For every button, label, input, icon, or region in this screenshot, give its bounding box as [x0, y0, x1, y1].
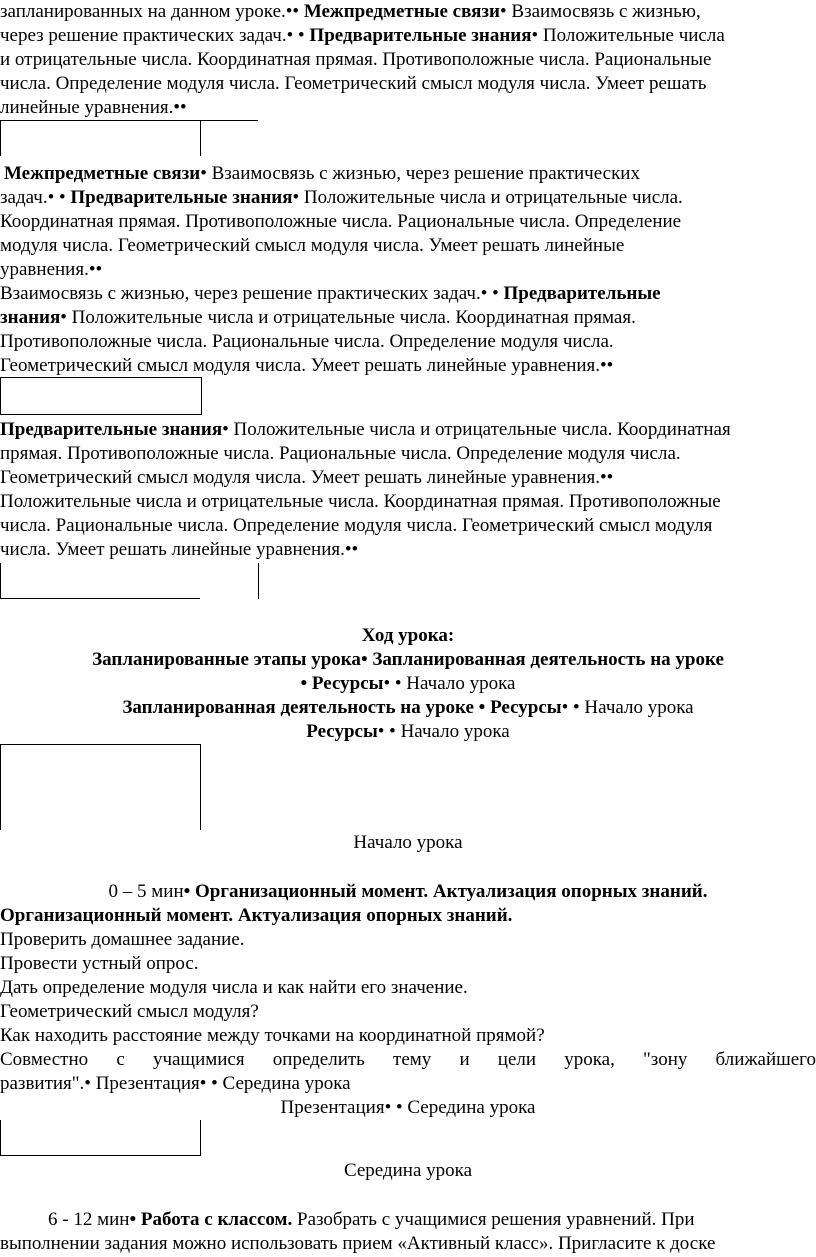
bold-heading: Межпредметные связи [4, 163, 201, 184]
bold-heading: Запланированная деятельность на уроке • Ресурсы [122, 697, 562, 718]
text-span: • • Начало урока [377, 721, 510, 742]
bold-heading: знания [0, 307, 61, 328]
text-line: Презентация• • Середина урока [280, 1097, 536, 1118]
text-line: Геометрический смысл модуля числа. Умеет решать линейные уравнения.•• [0, 355, 614, 376]
frame-line [200, 744, 201, 830]
text-line: Совместно с учащимися определить тему и цели урока, "зону ближайшего [0, 1049, 816, 1070]
text-line [0, 696, 816, 720]
frame-line [0, 1155, 200, 1156]
bold-heading: Организационный момент. Актуализация опорных знаний. [0, 905, 513, 926]
text-line [0, 186, 683, 210]
text-line: линейные уравнения.•• [0, 97, 187, 118]
bold-heading: Запланированные этапы урока [92, 649, 361, 670]
text-span: Разобрать с учащимися решения уравнений. При [292, 1209, 695, 1230]
frame-line [258, 563, 259, 599]
stage-label: Середина урока [343, 1160, 473, 1181]
frame-line [0, 120, 258, 121]
bold-heading: Ход урока: [361, 625, 455, 646]
text-line: числа. Умеет решать линейные уравнения.•• [0, 539, 359, 560]
frame-line [0, 598, 200, 599]
bold-heading: Предварительные знания [309, 25, 532, 46]
bold-heading: Предварительные знания [0, 419, 223, 440]
list-item: Геометрический смысл модуля? [0, 1001, 259, 1022]
bold-heading: • Ресурсы [300, 673, 384, 694]
frame-box [0, 377, 202, 415]
text-span: запланированных на данном уроке.•• [0, 1, 304, 22]
text-span: 6 - 12 мин [48, 1209, 130, 1230]
list-item: Провести устный опрос. [0, 953, 199, 974]
frame-line [0, 120, 1, 156]
list-item: Проверить домашнее задание. [0, 929, 245, 950]
text-line [0, 0, 701, 24]
bold-heading: • Работа с классом. [129, 1209, 293, 1230]
text-line [0, 24, 725, 48]
frame-line [0, 744, 200, 745]
text-line [0, 904, 512, 928]
text-line: Противоположные числа. Рациональные числа. Определение модуля числа. [0, 331, 614, 352]
text-line [0, 672, 816, 696]
text-line: и отрицательные числа. Координатная прямая. Противоположные числа. Рациональные [0, 49, 712, 70]
text-line [0, 720, 816, 744]
text-line: развития".• Презентация• • Середина урока [0, 1073, 351, 1094]
list-item: Дать определение модуля числа и как найти его значение. [0, 977, 468, 998]
text-line: модуля числа. Геометрический смысл модуля числа. Умеет решать линейные [0, 235, 625, 256]
bold-heading: Предварительные знания [70, 187, 293, 208]
text-span: • Положительные числа [531, 25, 725, 46]
text-span: • Положительные числа и отрицательные числа. [292, 187, 683, 208]
text-line: уравнения.•• [0, 259, 103, 280]
text-line: Геометрический смысл модуля числа. Умеет решать линейные уравнения.•• [0, 467, 614, 488]
text-span: • Взаимосвязь с жизнью, [500, 1, 701, 22]
text-line [48, 1208, 695, 1232]
text-line [0, 418, 731, 442]
text-span: • • Начало урока [383, 673, 516, 694]
frame-line [200, 1120, 201, 1156]
text-line: числа. Определение модуля числа. Геометрический смысл модуля числа. Умеет решать [0, 73, 707, 94]
text-line [0, 282, 661, 306]
bold-heading: Ресурсы [306, 721, 378, 742]
text-span: • Взаимосвязь с жизнью, через решение практических [200, 163, 640, 184]
section-title [0, 624, 816, 648]
text-line: Положительные числа и отрицательные числа. Координатная прямая. Противоположные [0, 491, 721, 512]
text-line: числа. Рациональные числа. Определение модуля числа. Геометрический смысл модуля [0, 515, 713, 536]
text-span: • Положительные числа и отрицательные числа. Координатная [222, 419, 731, 440]
text-span: 0 – 5 мин [108, 881, 184, 902]
text-span: Взаимосвязь с жизнью, через решение практических задач.• • [0, 283, 504, 304]
frame-line [0, 1120, 1, 1156]
text-line: Координатная прямая. Противоположные числа. Рациональные числа. Определение [0, 211, 682, 232]
text-span: • • Начало урока [561, 697, 694, 718]
bold-heading: Межпредметные связи [303, 1, 500, 22]
frame-line [200, 120, 201, 156]
text-line [0, 648, 816, 672]
text-span: • Положительные числа и отрицательные числа. Координатная прямая. [60, 307, 636, 328]
text-span: через решение практических задач.• • [0, 25, 310, 46]
text-line [0, 880, 816, 904]
text-span: задач.• • [0, 187, 71, 208]
text-line: прямая. Противоположные числа. Рациональные числа. Определение модуля числа. [0, 443, 681, 464]
bold-heading: Предварительные [503, 283, 661, 304]
frame-line [0, 563, 1, 599]
text-line: выполнении задания можно использовать прием «Активный класс». Пригласите к доске [0, 1233, 716, 1254]
list-item: Как находить расстояние между точками на координатной прямой? [0, 1025, 545, 1046]
bold-heading: • Организационный момент. Актуализация опорных знаний. [183, 881, 708, 902]
bold-heading: • Запланированная деятельность на уроке [360, 649, 724, 670]
text-line [4, 162, 640, 186]
text-line [0, 306, 636, 330]
frame-line [0, 744, 1, 830]
stage-label: Начало урока [353, 832, 463, 853]
